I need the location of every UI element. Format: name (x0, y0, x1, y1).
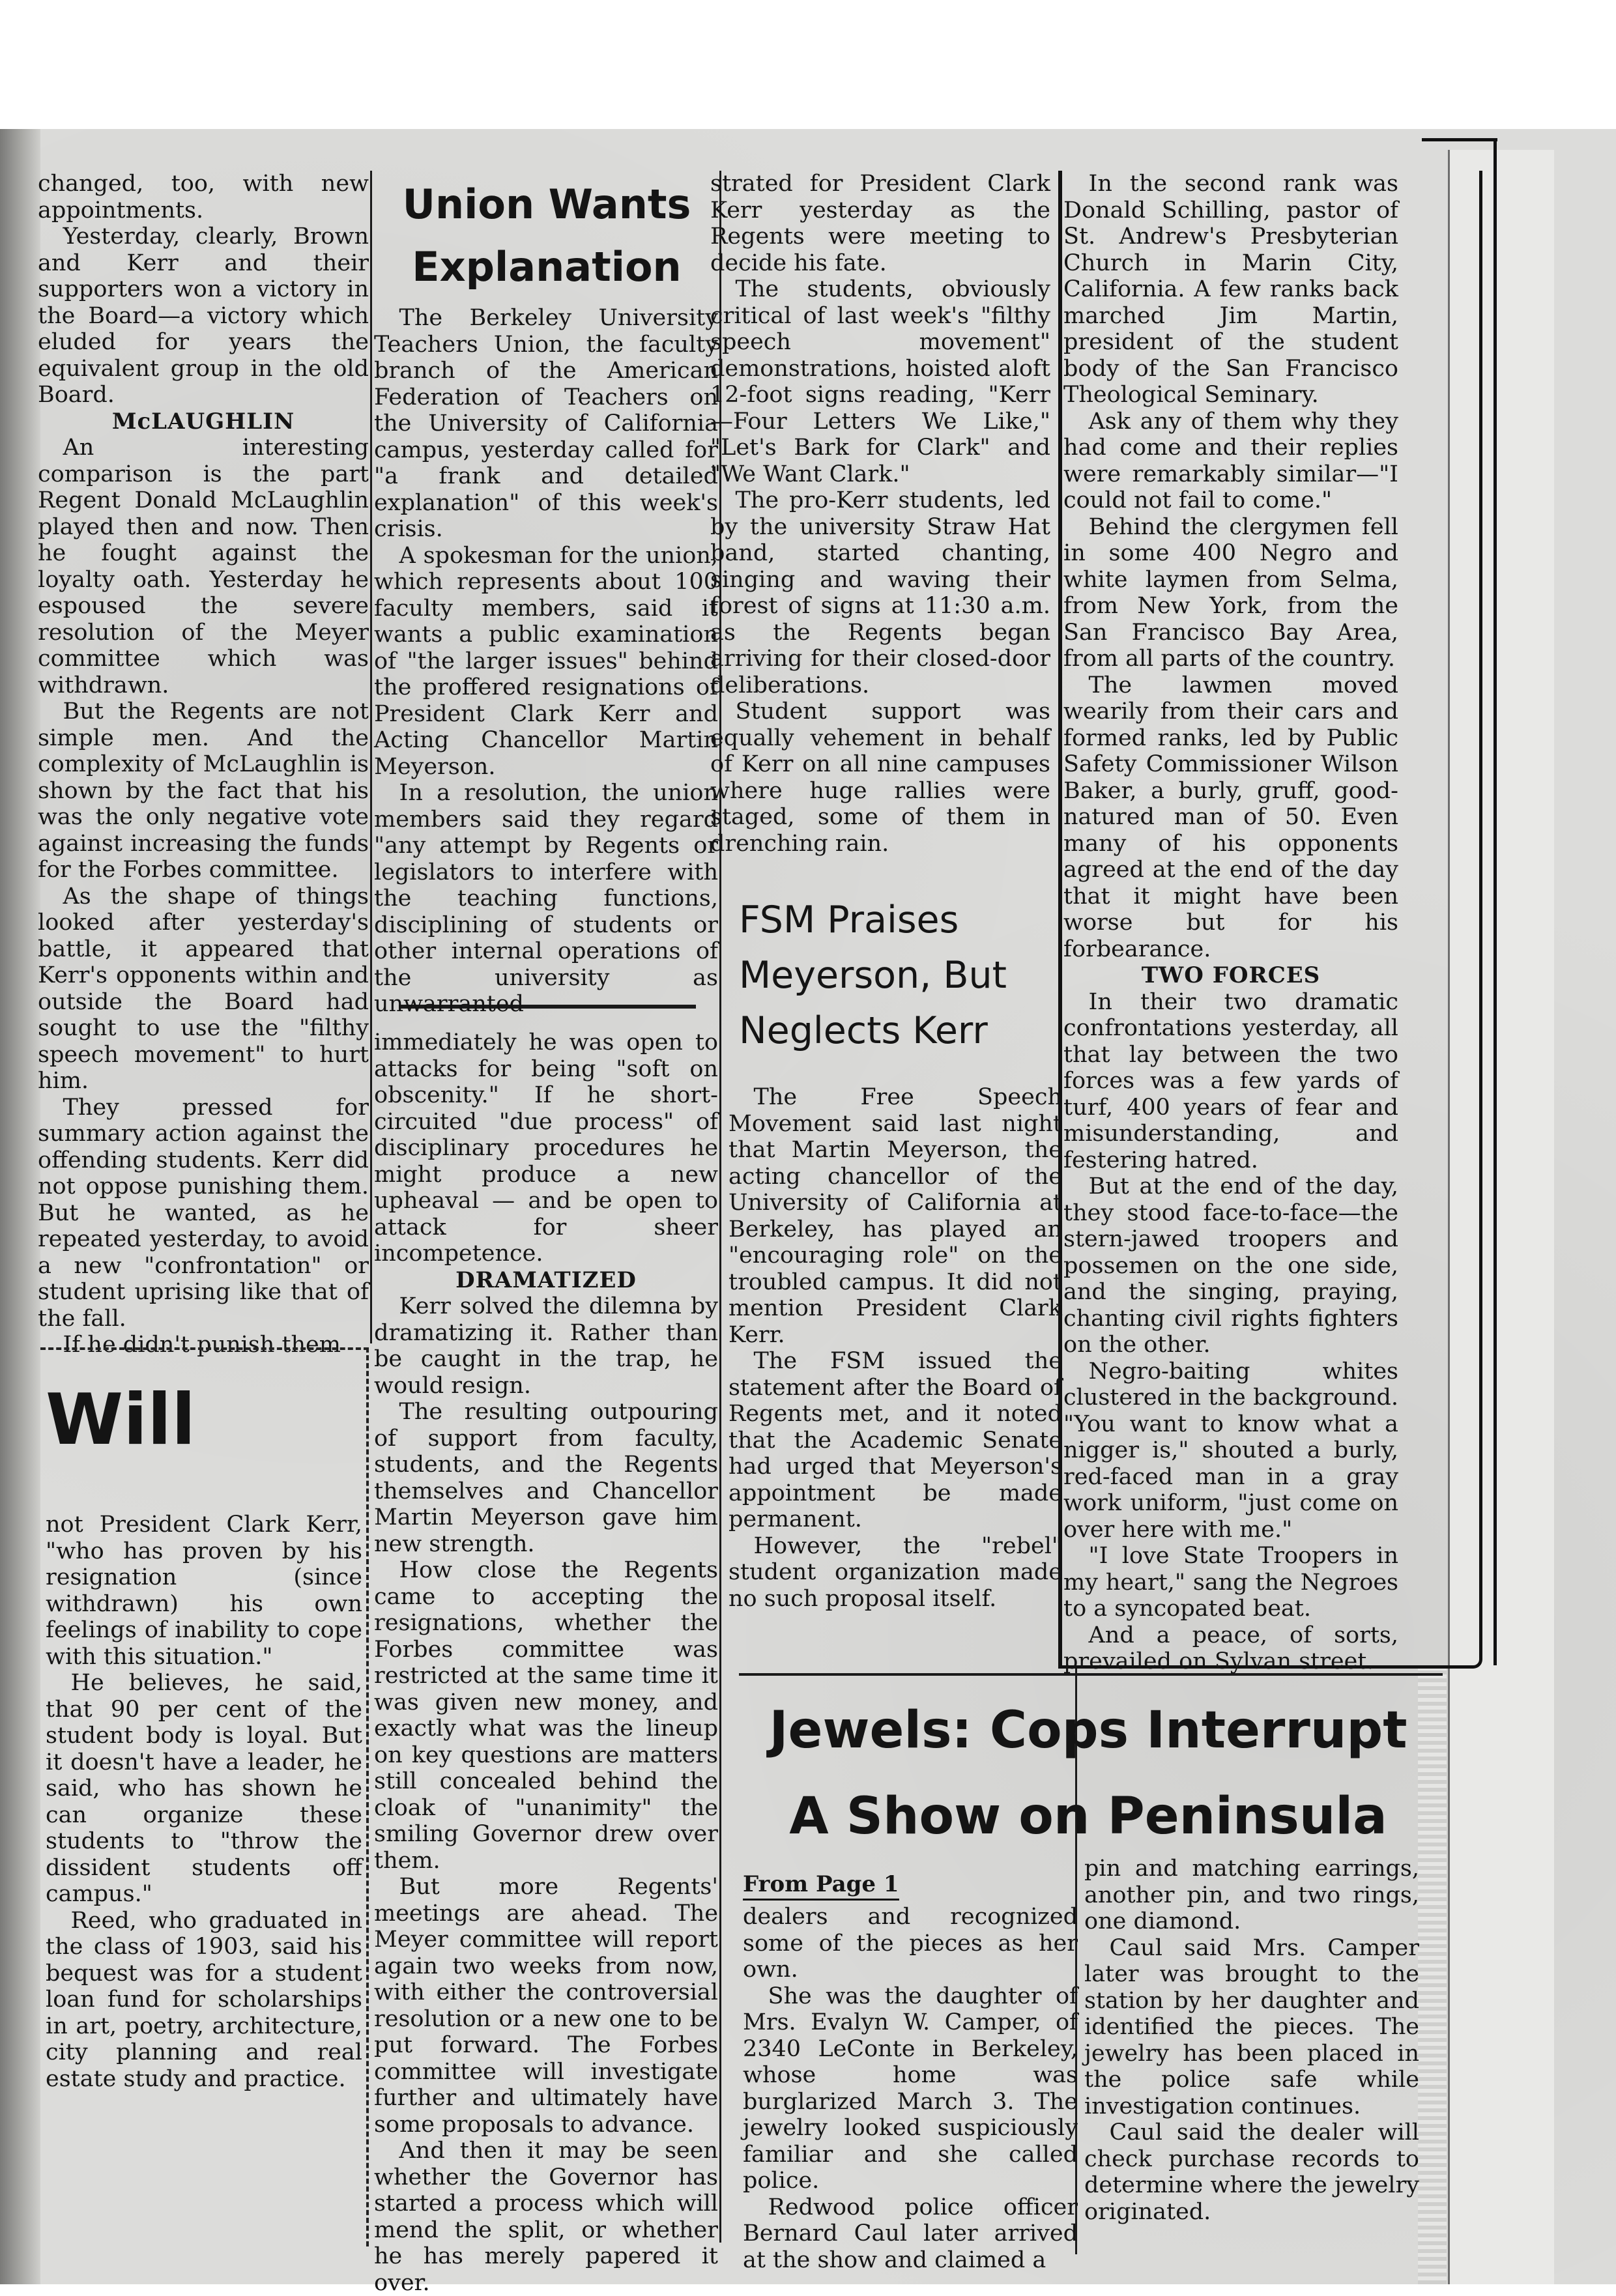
paragraph: not President Clark Kerr, "who has proven by his resignation (since withdrawn) his own feelings of inability to cope with this situation." (46, 1512, 362, 1670)
jump-label: From Page 1 (743, 1870, 899, 1901)
headline-line: Explanation (412, 243, 682, 291)
subhead-dramatized: DRAMATIZED (455, 1267, 637, 1293)
paragraph: Yesterday, clearly, Brown and Kerr and their supporters won a victory in the Board—a victory which eluded for years the equivalent group in the old Board. (38, 223, 369, 408)
scan-shadow-edge (0, 129, 40, 2284)
paragraph: Behind the clergymen fell in some 400 Negro and white laymen from Selma, from New York, from the San Francisco Bay Area, from all parts of the country. (1063, 513, 1398, 672)
will-story-body (46, 1512, 362, 2228)
paragraph: As the shape of things looked after yesterday's battle, it appeared that Kerr's opponents within and outside the Board had sought to use the "filthy speech movement" to hurt him. (38, 883, 369, 1094)
union-story-body (374, 305, 718, 1017)
paragraph: Student support was equally vehement in behalf of Kerr on all nine campuses where huge rallies were staged, some of them in drenching rain. (710, 698, 1050, 857)
column-rule (370, 171, 372, 1343)
union-story-headline (381, 173, 713, 298)
will-story-headline (46, 1381, 195, 1459)
paragraph: pin and matching earrings, another pin, and two rings, one diamond. (1084, 1856, 1419, 1934)
paragraph: The resulting outpouring of support from faculty, students, and the Regents themselves and Chancellor Martin Meyerson gave him new strength. (374, 1399, 718, 1557)
highlight-box-stroke (1493, 138, 1497, 1665)
paragraph: But at the end of the day, they stood face-to-face—the stern-jawed troopers and possemen on the one side, and the singing, praying, chanting civil rights fighters on the other. (1063, 1173, 1398, 1358)
subhead-two-forces: TWO FORCES (1141, 962, 1321, 988)
paragraph: An interesting comparison is the part Regent Donald McLaughlin played then and now. Then he fought against the loyalty oath. Yesterday he espoused the severe resolution of the Meyer committee which was withdrawn. (38, 435, 369, 698)
paragraph: She was the daughter of Mrs. Evalyn W. Camper, of 2340 LeConte in Berkeley, whose home was burglarized March 3. The jewelry looked suspiciously familiar and she called police. (743, 1983, 1078, 2194)
paragraph: The students, obviously critical of last week's "filthy speech movement" demonstrations, hoisted aloft 12-foot signs reading, "Kerr—Four Letters We Like," "Let's Bark for Clark" and "We Want Clark." (710, 276, 1050, 487)
paragraph: Caul said the dealer will check purchase records to determine where the jewelry originated. (1084, 2119, 1419, 2225)
paragraph: In their two dramatic confrontations yesterday, all that lay between the two forces was a few yards of turf, 400 years of fear and misunderstanding, and festering hatred. (1063, 988, 1398, 1173)
paragraph: changed, too, with new appointments. (38, 171, 369, 223)
paragraph: Kerr solved the dilemna by dramatizing it. Rather than be caught in the trap, he would resign. (374, 1293, 718, 1399)
fsm-story-headline (739, 893, 1065, 1059)
headline-line: Jewels: Cops Interrupt (769, 1701, 1407, 1760)
column-1 (38, 171, 369, 1358)
paragraph: But more Regents' meetings are ahead. The Meyer committee will report again two weeks from now, with either the controversial resolution or a new one to be put forward. The Forbes committee will investigate further and ultimately have some proposals to advance. (374, 1874, 718, 2138)
paragraph: strated for President Clark Kerr yesterday as the Regents were meeting to decide his fate. (710, 171, 1050, 276)
paragraph: And a peace, of sorts, prevailed on Sylvan street. (1063, 1622, 1398, 1674)
paragraph: Redwood police officer Bernard Caul later arrived at the show and claimed a (743, 2194, 1078, 2273)
paragraph: Negro-baiting whites clustered in the background. "You want to know what a nigger is," shouted a burly, red-faced man in a gray work uniform, "just come on over here with me." (1063, 1358, 1398, 1543)
paragraph: Caul said Mrs. Camper later was brought to the station by her daughter and identified the pieces. The jewelry has been placed in the police safe while investigation continues. (1084, 1934, 1419, 2119)
paragraph: The FSM issued the statement after the Board of Regents met, and it noted that the Academic Senate had urged that Meyerson's appointment be made permanent. (729, 1348, 1062, 1532)
fsm-story-body (729, 1084, 1062, 1644)
paragraph: The Berkeley University Teachers Union, the faculty branch of the American Federation of Teachers on the University of California campus, yesterday called for "a frank and detailed explanation" of this week's crisis. (374, 305, 718, 542)
paragraph: If he didn't punish them (63, 1332, 341, 1358)
paragraph: The pro-Kerr students, led by the university Straw Hat band, started chanting, singing and waving their forest of signs at 11:30 a.m. as the Regents began arriving for their closed-door deliberations. (710, 487, 1050, 698)
paragraph: dealers and recognized some of the pieces as her own. (743, 1904, 1078, 1983)
jewels-story-headline (743, 1687, 1434, 1859)
paragraph: But the Regents are not simple men. And the complexity of McLaughlin is shown by the fact that his was the only negative vote against increasing the funds for the Forbes committee. (38, 698, 369, 883)
paragraph: In the second rank was Donald Schilling, pastor of St. Andrew's Presbyterian Church in Marin City, California. A few ranks back marched Jim Martin, president of the student body of the San Francisco Theological Seminary. (1063, 171, 1398, 408)
paragraph: And then it may be seen whether the Governor has started a process which will mend the split, or whether he has merely papered it over. (374, 2138, 718, 2296)
paragraph: A spokesman for the union, which represents about 100 faculty members, said it wants a public examination of "the larger issues" behind the proffered resignations of President Clark Kerr and Acting Chancellor Martin Meyerson. (374, 542, 718, 780)
headline-line: A Show on Peninsula (789, 1787, 1387, 1846)
headline-line: Neglects Kerr (739, 1009, 988, 1052)
column-4 (1063, 171, 1398, 1674)
headline-line: Meyerson, But (739, 954, 1007, 997)
highlight-box-stroke (1422, 138, 1497, 141)
headline-text: Will (46, 1379, 196, 1461)
paragraph: They pressed for summary action against the offending students. Kerr did not oppose punishing them. But he wanted, as he repeated yesterday, to avoid a new "confrontation" or student uprising like that of the fall. (38, 1094, 369, 1332)
jewels-story-column-1 (743, 1904, 1078, 2273)
paragraph: Ask any of them why they had come and their replies were remarkably similar—"I could not fail to come." (1063, 408, 1398, 513)
column-3 (710, 171, 1050, 863)
paragraph: In a resolution, the union members said they regard "any attempt by Regents or legislators to interfere with the teaching functions, disciplining of students or other internal operations of the university as unwarranted (374, 780, 718, 1017)
paragraph: How close the Regents came to accepting the resignations, whether the Forbes committee was restricted at the same time it was given new money, and exactly what was the lineup on key questions are matters still concealed behind the cloak of "unanimity" the smiling Governor drew over them. (374, 1557, 718, 1874)
paragraph: "I love State Troopers in my heart," sang the Negroes to a syncopated beat. (1063, 1543, 1398, 1622)
paragraph: The Free Speech Movement said last night that Martin Meyerson, the acting chancellor of the University of California at Berkeley, has played an "encouraging role" on the troubled campus. It did not mention President Clark Kerr. (729, 1084, 1062, 1348)
paragraph: The lawmen moved wearily from their cars and formed ranks, led by Public Safety Commissioner Wilson Baker, a burly, gruff, good-natured man of 50. Even many of his opponents agreed at the end of the day that it might have been worse but for his forbearance. (1063, 672, 1398, 962)
headline-line: Union Wants (402, 180, 691, 228)
subhead-mclaughlin: McLAUGHLIN (111, 408, 295, 435)
paragraph: immediately he was open to attacks for being "soft on obscenity." If he short-circuited "due process" of disciplinary procedures he might produce a new upheaval — and be open to attack for sheer incompetence. (374, 1029, 718, 1267)
paragraph: Reed, who graduated in the class of 1903, said his bequest was for a student loan fund for scholarships in art, poetry, architecture, city planning and real estate study and practice. (46, 1907, 362, 2092)
paragraph: He believes, he said, that 90 per cent of the student body is loyal. But it doesn't have a leader, he said, who has shown he can organize these students to "throw the dissident students off campus." (46, 1670, 362, 1907)
jewels-story-column-2 (1084, 1856, 1419, 2246)
headline-line: FSM Praises (739, 898, 959, 941)
paragraph: However, the "rebel" student organization made no such proposal itself. (729, 1532, 1062, 1612)
column-2-continued (374, 1029, 718, 2296)
